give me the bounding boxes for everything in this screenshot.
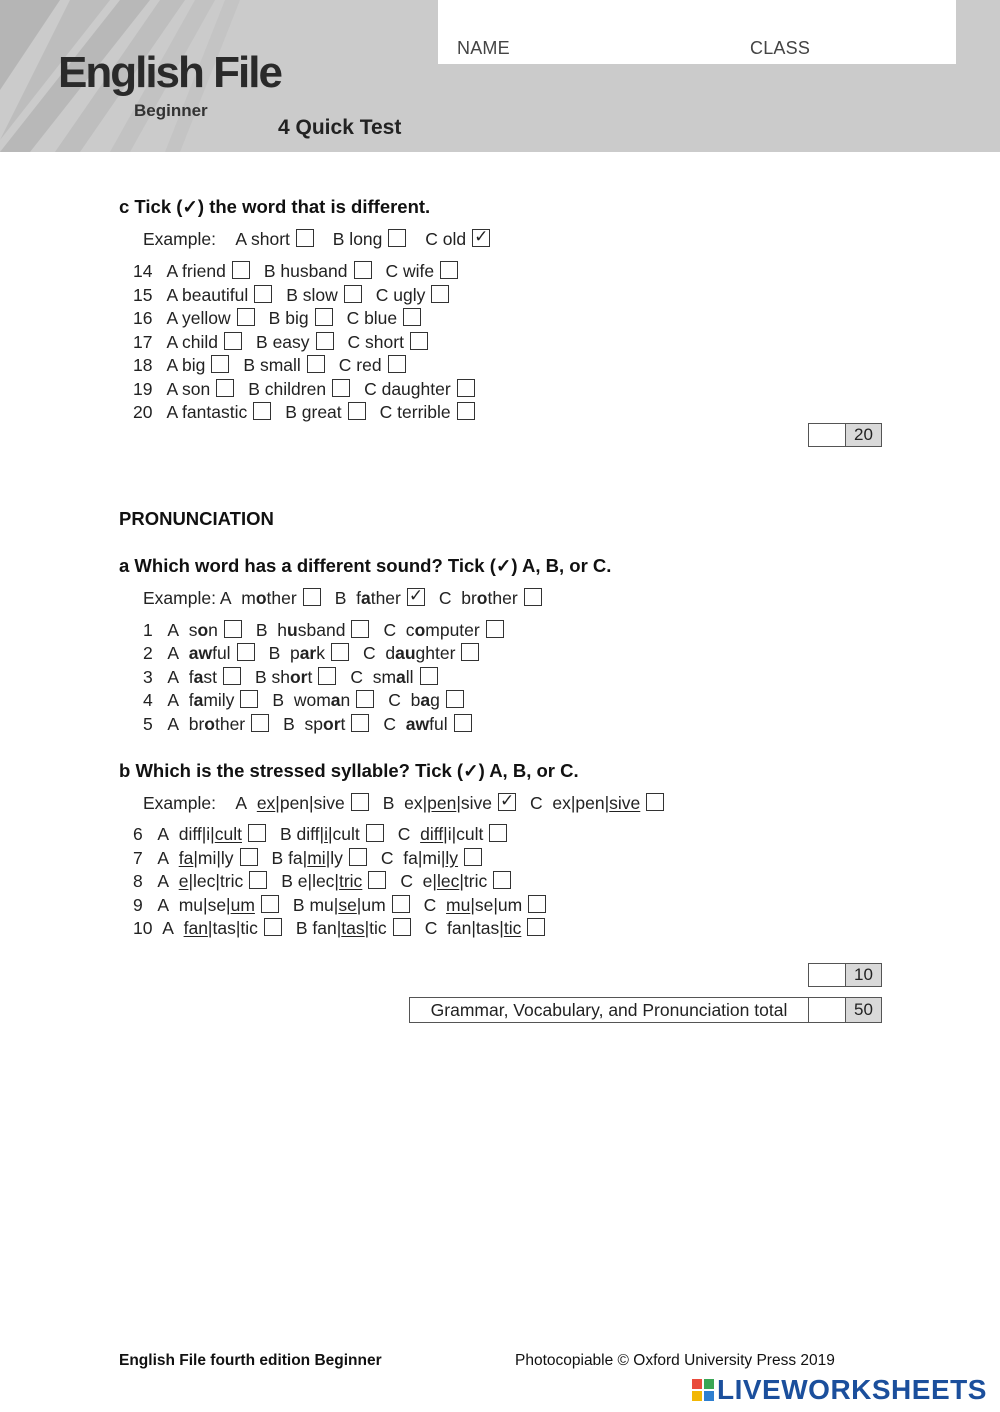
checkbox[interactable] (486, 620, 504, 638)
example-checkbox-b-checked[interactable] (498, 793, 516, 811)
example-label: Example: (143, 793, 216, 813)
checkbox[interactable] (368, 871, 386, 889)
option-label: C wife (385, 261, 435, 281)
pronunciation-heading: PRONUNCIATION (119, 508, 274, 529)
checkbox[interactable] (315, 308, 333, 326)
footer-edition: English File fourth edition Beginner (119, 1352, 382, 1369)
total-score-box (808, 997, 882, 1023)
checkbox[interactable] (493, 871, 511, 889)
question-number: 20 (133, 402, 153, 422)
checkbox[interactable] (348, 402, 366, 420)
vocab-c-item (133, 332, 442, 353)
total-score-max: 50 (846, 998, 881, 1022)
question-number: 14 (133, 261, 153, 281)
checkbox[interactable] (240, 848, 258, 866)
class-label: CLASS (750, 38, 811, 58)
pron-a-example: Example: A mother B father✓ C brother (143, 588, 556, 609)
pron-b-item-9: 9 A mu|se|um B mu|se|um C mu|se|um (133, 895, 560, 916)
example-checkbox-c[interactable] (524, 588, 542, 606)
example-checkbox-c-checked[interactable] (472, 229, 490, 247)
checkbox[interactable] (393, 918, 411, 936)
pron-a-instruction: a Which word has a different sound? Tick (✓) A, B, or C. (119, 555, 612, 576)
checkbox[interactable] (249, 871, 267, 889)
example-checkbox-b[interactable] (388, 229, 406, 247)
checkbox[interactable] (251, 714, 269, 732)
question-number: 16 (133, 308, 153, 328)
checkbox[interactable] (261, 895, 279, 913)
option-label: B easy (256, 332, 310, 352)
option-label: C daughter (364, 379, 451, 399)
header-banner (0, 0, 1000, 152)
checkbox[interactable] (254, 285, 272, 303)
checkbox[interactable] (420, 667, 438, 685)
pron-b-item-10: 10 A fan|tas|tic B fan|tas|tic C fan|tas|tic (133, 918, 559, 939)
checkbox[interactable] (440, 261, 458, 279)
brand-text: LIVEWORKSHEETS (717, 1374, 987, 1405)
checkbox[interactable] (457, 379, 475, 397)
checkbox[interactable] (240, 690, 258, 708)
checkbox[interactable] (457, 402, 475, 420)
checkbox[interactable] (237, 308, 255, 326)
example-checkbox-b-checked[interactable] (407, 588, 425, 606)
checkbox[interactable] (392, 895, 410, 913)
example-checkbox-a[interactable] (303, 588, 321, 606)
checkbox[interactable] (351, 620, 369, 638)
total-score-input[interactable] (809, 998, 846, 1022)
option-label: B great (285, 402, 342, 422)
option-label: A yellow (166, 308, 231, 328)
vocab-c-item (133, 308, 435, 329)
pron-b-instruction: b Which is the stressed syllable? Tick (✓) A, B, or C. (119, 760, 579, 781)
test-title: 4 Quick Test (278, 116, 402, 139)
checkbox[interactable] (464, 848, 482, 866)
question-number: 18 (133, 355, 153, 375)
option-label: A son (166, 379, 211, 399)
option-label: B big (268, 308, 309, 328)
option-label: A beautiful (166, 285, 249, 305)
logo-subtitle: Beginner (134, 101, 208, 120)
pron-score-input[interactable] (809, 964, 846, 986)
checkbox[interactable] (223, 667, 241, 685)
option-label: B small (243, 355, 301, 375)
checkbox[interactable] (318, 667, 336, 685)
example-checkbox-a[interactable] (351, 793, 369, 811)
vocab-score-box (808, 423, 882, 447)
english-file-logo: English File (58, 48, 281, 97)
option-label: B husband (263, 261, 348, 281)
question-number: 15 (133, 285, 153, 305)
option-label: A child (166, 332, 219, 352)
checkbox[interactable] (431, 285, 449, 303)
pron-b-item-7: 7 A fa|mi|ly B fa|mi|ly C fa|mi|ly (133, 848, 496, 869)
question-number: 19 (133, 379, 153, 399)
vocab-c-item (133, 355, 420, 376)
checkbox[interactable] (237, 643, 255, 661)
checkbox[interactable] (446, 690, 464, 708)
option-label: B children (248, 379, 327, 399)
pron-score-box (808, 963, 882, 987)
vocab-c-item (133, 285, 463, 306)
example-option-a: A short (235, 229, 290, 249)
checkbox[interactable] (211, 355, 229, 373)
vocab-c-item (133, 379, 489, 400)
checkbox[interactable] (316, 332, 334, 350)
checkbox[interactable] (224, 620, 242, 638)
checkbox[interactable] (232, 261, 250, 279)
vocab-c-example (143, 229, 504, 250)
option-label: B slow (286, 285, 338, 305)
footer-copyright: Photocopiable © Oxford University Press 2019 (515, 1352, 835, 1369)
pron-b-item-8: 8 A e|lec|tric B e|lec|tric C e|lec|tric (133, 871, 525, 892)
example-option-c: C old (425, 229, 467, 249)
checkbox[interactable] (356, 690, 374, 708)
vocab-c-item (133, 261, 472, 282)
checkbox[interactable] (366, 824, 384, 842)
name-label: NAME (457, 38, 510, 58)
checkbox[interactable] (410, 332, 428, 350)
pron-a-item-3: 3 A fast B short C small (143, 667, 452, 688)
checkbox[interactable] (332, 379, 350, 397)
example-checkbox-c[interactable] (646, 793, 664, 811)
pron-a-item-1: 1 A son B husband C computer (143, 620, 518, 641)
liveworksheets-logo-icon (692, 1379, 714, 1401)
pron-score-max: 10 (846, 964, 881, 986)
vocab-c-item (133, 402, 489, 423)
vocab-c-instruction: c Tick (✓) the word that is different. (119, 196, 431, 217)
vocab-score-input[interactable] (809, 424, 846, 446)
checkbox[interactable] (264, 918, 282, 936)
checkbox[interactable] (216, 379, 234, 397)
checkbox[interactable] (527, 918, 545, 936)
pron-b-item-6: 6 A diff|i|cult B diff|i|cult C diff|i|cult (133, 824, 521, 845)
example-label: Example: A (143, 588, 232, 608)
option-label: C blue (346, 308, 398, 328)
option-label: A fantastic (166, 402, 248, 422)
checkbox[interactable] (224, 332, 242, 350)
checkbox[interactable] (253, 402, 271, 420)
checkbox[interactable] (388, 355, 406, 373)
checkbox[interactable] (461, 643, 479, 661)
checkbox[interactable] (489, 824, 507, 842)
option-label: C ugly (375, 285, 426, 305)
option-label: A big (166, 355, 206, 375)
pron-a-item-4: 4 A family B woman C bag (143, 690, 478, 711)
option-label: C red (338, 355, 382, 375)
liveworksheets-brand[interactable] (692, 1374, 987, 1406)
example-option-b: B long (332, 229, 383, 249)
pron-a-item-5: 5 A brother B sport C awful (143, 714, 486, 735)
example-checkbox-a[interactable] (296, 229, 314, 247)
question-number: 17 (133, 332, 153, 352)
checkbox[interactable] (403, 308, 421, 326)
vocab-score-max: 20 (846, 424, 881, 446)
name-class-box (438, 0, 956, 64)
example-label: Example: (143, 229, 216, 249)
checkbox[interactable] (307, 355, 325, 373)
checkbox[interactable] (528, 895, 546, 913)
checkbox[interactable] (344, 285, 362, 303)
pron-a-item-2: 2 A awful B park C daughter (143, 643, 493, 664)
checkbox[interactable] (349, 848, 367, 866)
checkbox[interactable] (331, 643, 349, 661)
checkbox[interactable] (454, 714, 472, 732)
option-label: A friend (166, 261, 226, 281)
checkbox[interactable] (351, 714, 369, 732)
checkbox[interactable] (248, 824, 266, 842)
checkbox[interactable] (354, 261, 372, 279)
option-label: C terrible (379, 402, 451, 422)
option-label: C short (347, 332, 404, 352)
pron-b-example: Example: A ex|pen|sive B ex|pen|sive✓ C ex|pen|sive (143, 793, 678, 814)
total-label: Grammar, Vocabulary, and Pronunciation total (409, 997, 809, 1023)
